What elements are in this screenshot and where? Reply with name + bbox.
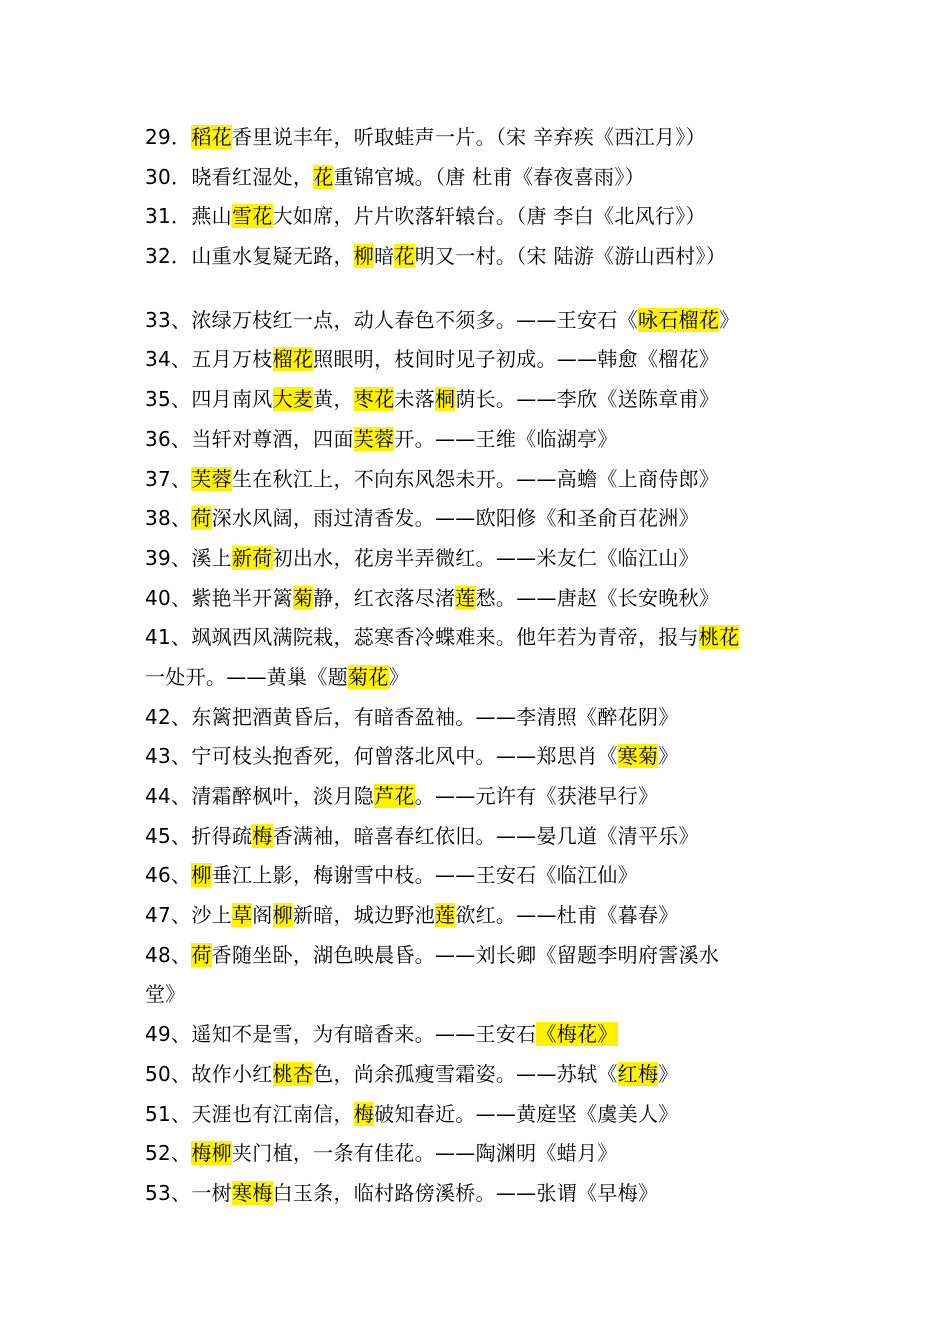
highlighted-term: 红梅 (617, 1061, 659, 1086)
poem-line (145, 460, 825, 500)
poem-line (145, 237, 825, 277)
highlighted-term: 寒菊 (617, 744, 659, 769)
line-text: 51、天涯也有江南信， (145, 1101, 354, 1126)
line-text: 47、沙上 (145, 903, 232, 928)
poem-line-continuation (145, 975, 825, 1015)
line-text: 48、 (145, 942, 192, 967)
poem-line (145, 618, 825, 658)
poem-line (145, 1095, 825, 1135)
highlighted-term: 芙蓉 (191, 466, 232, 491)
line-text: 45、折得疏 (145, 823, 253, 848)
line-text: 30．晓看红湿处， (145, 164, 314, 189)
line-text: 香随坐卧，湖色映晨昏。——刘长卿《留题李明府霅溪水 (211, 942, 720, 967)
line-text: 欲红。——杜甫《暮春》 (455, 903, 679, 928)
poem-line (145, 301, 825, 341)
line-text: 深水风阔，雨过清香发。——欧阳修《和圣俞百花洲》 (211, 506, 699, 531)
poem-line (145, 698, 825, 738)
poem-line (145, 817, 825, 857)
highlighted-term: 枣花 (353, 387, 395, 412)
line-text: 43、宁可枝头抱香死，何曾落北风中。——郑思肖《 (145, 744, 618, 769)
line-text: 堂》 (145, 982, 186, 1007)
line-text: 33、浓绿万枝红一点，动人春色不须多。——王安石《 (145, 307, 638, 332)
poem-line (145, 1174, 825, 1214)
line-text: 38、 (145, 506, 192, 531)
poem-line (145, 1015, 825, 1055)
highlighted-term: 荷 (191, 942, 212, 967)
line-text: 香里说丰年，听取蛙声一片。（宋 辛弃疾《西江月》） (231, 125, 706, 149)
poem-line (145, 197, 825, 237)
line-text: 黄， (313, 387, 354, 412)
poem-line (145, 896, 825, 936)
line-text: 荫长。——李欣《送陈章甫》 (455, 387, 720, 412)
line-text: 明又一村。（宋 陆游《游山西村》） (414, 244, 727, 269)
highlighted-term: 桐 (435, 387, 456, 412)
highlighted-term: 榴花 (272, 347, 314, 372)
line-text: 破知春近。——黄庭坚《虞美人》 (374, 1101, 679, 1126)
highlighted-term: 寒梅 (231, 1180, 273, 1205)
highlighted-term: 柳 (191, 863, 212, 888)
line-text: 白玉条，临村路傍溪桥。——张谓《早梅》 (272, 1180, 659, 1205)
line-text: 50、故作小红 (145, 1061, 273, 1086)
highlighted-term: 草 (231, 903, 253, 928)
highlighted-term: 咏石榴花 (637, 307, 720, 332)
line-text: 》 (388, 664, 409, 689)
line-text: 52、 (145, 1141, 192, 1166)
poem-line (145, 420, 825, 460)
highlighted-term: 稻花 (191, 125, 232, 149)
highlighted-term: 菊花 (348, 664, 389, 689)
highlighted-term: 荷 (191, 506, 212, 531)
line-text: 46、 (145, 863, 192, 888)
line-text: 愁。——唐赵《长安晚秋》 (475, 585, 720, 610)
line-text: 53、一树 (145, 1180, 232, 1205)
line-text: 29． (145, 125, 192, 149)
highlighted-term: 桃杏 (272, 1061, 314, 1086)
highlighted-term: 桃花 (698, 625, 740, 650)
line-text: 》 (719, 307, 740, 332)
line-text: 49、遥知不是雪，为有暗香来。——王安石 (145, 1022, 537, 1047)
highlighted-term: 梅 (353, 1101, 375, 1126)
line-text: 大如席，片片吹落轩辕台。（唐 李白《北风行》） (272, 204, 706, 229)
highlighted-term: 莲 (435, 903, 456, 928)
line-text: 静，红衣落尽渚 (313, 585, 456, 610)
highlighted-term: 莲 (455, 585, 476, 610)
highlighted-term: 梅 (252, 823, 273, 848)
poem-line (145, 579, 825, 619)
line-text: 39、溪上 (145, 545, 232, 570)
highlighted-term: 芙蓉 (353, 426, 395, 451)
line-text: 44、清霜醉枫叶，淡月隐 (145, 784, 375, 808)
highlighted-term: 花 (313, 164, 334, 189)
line-text: 开。——王维《临湖亭》 (394, 426, 618, 451)
poem-line (145, 158, 825, 198)
line-text: 新暗，城边野池 (292, 903, 435, 928)
line-text: 香满袖，暗喜春红依旧。——晏几道《清平乐》 (272, 823, 699, 848)
highlighted-term: 柳 (272, 903, 293, 928)
poem-line (145, 1055, 825, 1095)
poem-line (145, 539, 825, 579)
line-text: 42、东篱把酒黄昏后，有暗香盈袖。——李清照《醉花阴》 (145, 704, 679, 729)
poem-line (145, 380, 825, 420)
line-text: 一处开。——黄巢《题 (145, 664, 348, 689)
highlighted-term: 雪花 (231, 204, 273, 229)
poem-line (145, 777, 825, 817)
highlighted-term: 《梅花》 (536, 1022, 618, 1047)
line-text: 色，尚余孤瘦雪霜姿。——苏轼《 (313, 1061, 618, 1086)
line-text: 》 (658, 744, 679, 769)
line-text: 未落 (394, 387, 435, 412)
highlighted-term: 花 (394, 244, 415, 269)
line-text: 暗 (374, 244, 395, 269)
highlighted-term: 大麦 (272, 387, 314, 412)
line-text: 重锦官城。（唐 杜甫《春夜喜雨》） (333, 164, 645, 189)
poem-line (145, 936, 825, 976)
line-text: 34、五月万枝 (145, 347, 273, 372)
poem-line (145, 1134, 825, 1174)
poem-line (145, 856, 825, 896)
poem-line (145, 737, 825, 777)
highlighted-term: 柳 (353, 244, 375, 269)
line-text: 阁 (252, 903, 273, 928)
poem-line (145, 499, 825, 539)
highlighted-term: 梅柳 (191, 1141, 232, 1166)
poem-line (145, 340, 825, 380)
line-text: 37、 (145, 466, 192, 491)
poem-line (145, 118, 825, 158)
line-text: 40、紫艳半开篱 (145, 585, 293, 610)
poem-list (145, 118, 825, 1214)
line-text: 32．山重水复疑无路， (145, 244, 354, 269)
highlighted-term: 芦花 (374, 784, 415, 808)
line-text: 35、四月南风 (145, 387, 273, 412)
line-text: 41、飒飒西风满院栽，蕊寒香冷蝶难来。他年若为青帝，报与 (145, 625, 699, 650)
line-text: 31．燕山 (145, 204, 232, 229)
line-text: 照眼明，枝间时见子初成。——韩愈《榴花》 (313, 347, 720, 372)
line-text: 夹门植，一条有佳花。——陶渊明《蜡月》 (231, 1141, 618, 1166)
line-text: 生在秋江上，不向东风怨未开。——高蟾《上商侍郎》 (231, 466, 720, 491)
highlighted-term: 菊 (292, 585, 314, 610)
line-text: 初出水，花房半弄微红。——米友仁《临江山》 (272, 545, 699, 570)
line-text: 》 (658, 1061, 679, 1086)
highlighted-term: 新荷 (231, 545, 273, 570)
line-text: 垂江上影，梅谢雪中枝。——王安石《临江仙》 (211, 863, 638, 888)
poem-line-continuation (145, 658, 825, 698)
line-text: 36、当轩对尊酒，四面 (145, 426, 354, 451)
line-text: 。——元许有《获港早行》 (414, 784, 659, 808)
